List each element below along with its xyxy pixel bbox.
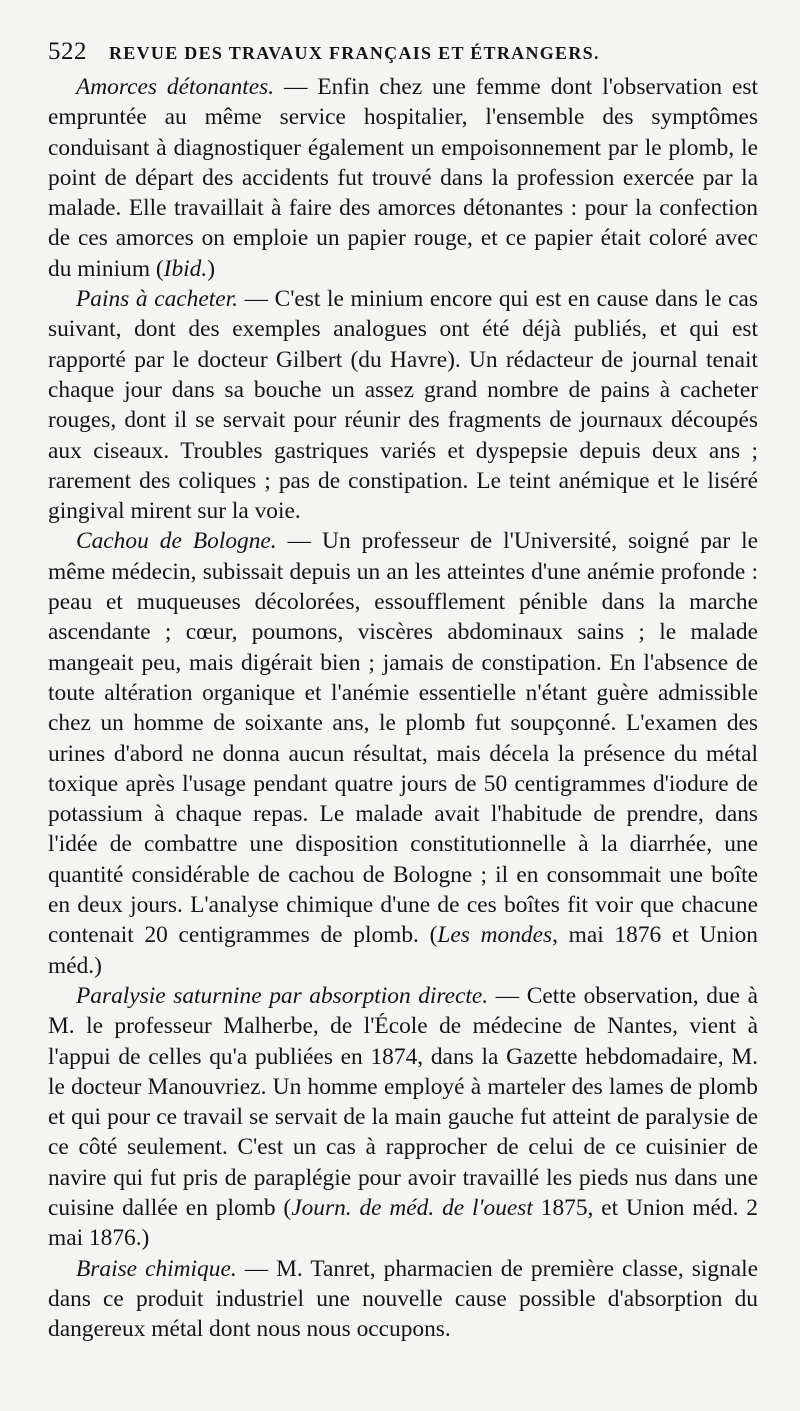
rubric: Amorces détonantes. [76,74,275,100]
rubric: Braise chimique. [76,1255,237,1282]
page-number: 522 [48,38,87,65]
paragraph-text: — Cette observation, due à M. le professeur Malherbe, de l'École de médecine de Nantes, vient à l'appui de celles qu'a publiées en 1874, dans la Gazette hebdomadaire, M. le docteur Manouvriez. Un homme employé à marteler des lames de plomb et qui pour ce travail se servait de la main gauche fut atteint de paralysie de ce côté seulement. C'est un cas à rapprocher de celui de ce cuisinier de navire qui fut pris de paraplégie pour avoir travaillé les pieds nus dans une cuisine dallée en plomb ( [48,982,758,1221]
paragraph-text: — C'est le minium encore qui est en cause dans le cas suivant, dont des exemples analogues ont été déjà publiés, et qui est rapporté par le docteur Gilbert (du Havre). Un rédacteur de journal tenait chaque jour dans sa bouche un assez grand nombre de pains à cacheter rouges, dont il se servait pour réunir des fragments de journaux découpés aux ciseaux. Troubles gastriques variés et dyspepsie depuis deux ans ; rarement des coliques ; pas de constipation. Le teint anémique et le liséré gingival mirent sur la voie. [48,286,759,525]
paragraph-tail: , mai 1876 et Union méd.) [48,922,759,979]
paragraph-braise [48,1254,758,1345]
paragraph-text: — Un professeur de l'Université, soigné par le même médecin, subissait depuis un an les atteintes d'une anémie profonde : peau et muqueuses décolorées, essoufflement pénible dans la marche ascendante ; cœur, poumons, viscères abdominaux sains ; le malade mangeait peu, mais digérait bien ; jamais de constipation. En l'absence de toute altération organique et l'anémie essentielle n'étant guère admissible chez un homme de soixante ans, le plomb fut soupçonné. L'examen des urines d'abord ne donna aucun résultat, mais décela la présence du métal toxique après l'usage pendant quatre jours de 50 centigrammes d'iodure de potassium à chaque repas. Le malade avait l'habitude de prendre, dans l'idée de combattre une disposition constitutionnelle à la diarrhée, une quantité considérable de cachou de Bologne ; il en consommait une boîte en deux jours. L'analyse chimique d'une de ces boîtes fit voir que chacune contenait 20 centigrammes de plomb. ( [48,528,758,949]
paragraph-text: — Enfin chez une femme dont l'observation est empruntée au même service hospitalier, l'ensemble des symptômes conduisant à diagnostiquer également un empoisonnement par le plomb, le point de départ des accidents fut trouvé dans la profession exercée par la malade. Elle travaillait à faire des amorces détonantes : pour la confection de ces amorces on emploie un papier rouge, et ce papier était coloré avec du minium ( [48,74,758,282]
rubric: Cachou de Bologne. [76,528,277,555]
article-body [48,72,758,1344]
paragraph-text: — M. Tanret, pharmacien de première classe, signale dans ce produit industriel une nouvelle cause possible d'absorption du dangereux métal dont nous nous occupons. [48,1255,758,1343]
citation: Ibid. [163,255,208,282]
paragraph-paralysie [48,981,758,1254]
page-header [48,38,758,66]
running-title: REVUE DES TRAVAUX FRANÇAIS ET ÉTRANGERS. [109,43,600,63]
citation: Journ. de méd. de l'ouest [291,1194,533,1221]
paragraph-tail: ) [207,255,215,282]
paragraph-pains [48,284,758,526]
paragraph-cachou [48,526,758,980]
rubric: Pains à cacheter. [76,286,238,313]
paragraph-amorces [48,72,758,284]
paragraph-tail: 1875, et Union méd. 2 mai 1876.) [48,1194,758,1252]
rubric: Paralysie saturnine par absorption directe. [76,982,489,1009]
citation: Les mondes [437,922,553,949]
